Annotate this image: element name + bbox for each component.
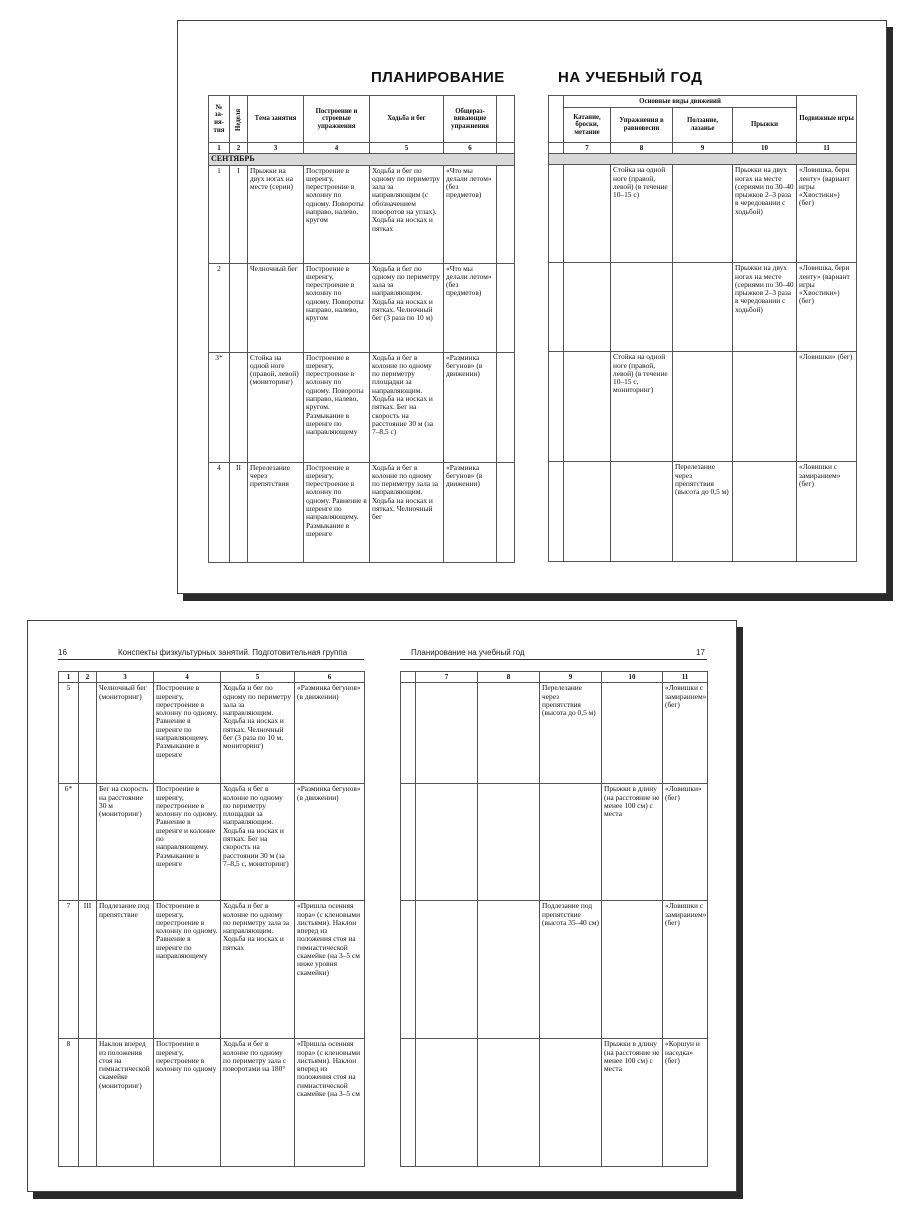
row-c9 — [540, 784, 602, 901]
col-number: 6 — [295, 672, 365, 683]
running-head-right: Планирование на учебный год — [411, 648, 525, 657]
col-header-num: № за- ня- тия — [209, 96, 230, 143]
col-number: 7 — [416, 672, 478, 683]
row-topic: Наклон вперед из положения стоя на гимнастической скамейке (мониторинг) — [97, 1039, 154, 1167]
row-formation: Построение в шеренгу, перестроение в колонну по одному. Равнение в шеренге по направляющему. Размыкание в шеренге — [154, 683, 221, 784]
row-week: I — [230, 165, 248, 263]
row-c7 — [416, 901, 478, 1039]
number-row — [209, 143, 515, 154]
col-header-crawl: Ползание, лазанье — [673, 108, 733, 143]
table-row — [59, 784, 365, 901]
col-header-main-group: Основные виды движений — [564, 96, 797, 108]
row-general: «Пришла осенняя пора» (с кленовыми листьями). Наклон вперед из положения стоя на гимнастической скамейке (на 3–5 см — [295, 1039, 365, 1167]
row-formation: Построение в шеренгу, перестроение в колонну по одному. Равнение в шеренге по направляющему — [154, 901, 221, 1039]
row-c11: «Ловишки с замиранием» (бег) — [663, 683, 708, 784]
top-page-spread — [177, 20, 887, 594]
row-games: «Ловишки с замиранием» (бег) — [797, 462, 857, 562]
row-c10 — [602, 901, 663, 1039]
col-number: 11 — [797, 143, 857, 154]
col-header-formation: Построение и строевые упражнения — [304, 96, 370, 143]
row-jumps — [733, 352, 797, 462]
table-row — [549, 165, 857, 263]
page-number-left: 16 — [58, 648, 67, 657]
row-general: «Разминка бегунов» (в движении) — [444, 462, 497, 562]
row-jumps: Прыжки на двух ногах на месте (сериями по 30–40 прыжков 2–3 раза в чередовании с ходьбой) — [733, 165, 797, 263]
col-header-rolling: Катание, броски, метание — [564, 108, 611, 143]
row-c10 — [602, 683, 663, 784]
row-c8 — [478, 1039, 540, 1167]
row-general: «Разминка бегунов» (в движении) — [295, 683, 365, 784]
row-games: «Ловишка, бери ленту» (вариант игры «Хвостики») (бег) — [797, 263, 857, 352]
col-header-general: Общераз- вивающие упражнения — [444, 96, 497, 143]
row-formation: Построение в шеренгу, перестроение в колонну по одному. Повороты направо, налево, кругом — [304, 263, 370, 352]
col-number: 3 — [97, 672, 154, 683]
section-row — [209, 154, 515, 165]
row-week — [230, 263, 248, 352]
row-week: II — [230, 462, 248, 562]
row-c8 — [478, 683, 540, 784]
col-header-games: Подвижные игры — [797, 96, 857, 143]
col-number: 7 — [564, 143, 611, 154]
col-number: 9 — [673, 143, 733, 154]
row-c11: «Коршун и наседка» (бег) — [663, 1039, 708, 1167]
col-number: 2 — [230, 143, 248, 154]
col-number: 1 — [209, 143, 230, 154]
col-number: 9 — [540, 672, 602, 683]
col-number: 4 — [304, 143, 370, 154]
row-formation: Построение в шеренгу, перестроение в колонну по одному. Повороты направо, налево, кругом — [304, 165, 370, 263]
row-balance: Стойка на одной ноге (правой, левой) (в течение 10–15 с, мониторинг) — [611, 352, 673, 462]
row-c10: Прыжки в длину (на расстояние не менее 100 см) с места — [602, 1039, 663, 1167]
col-number: 5 — [221, 672, 295, 683]
row-rolling — [564, 352, 611, 462]
row-num: 1 — [209, 165, 230, 263]
row-topic: Прыжки на двух ногах на месте (серии) — [248, 165, 304, 263]
number-row — [549, 143, 857, 154]
row-rolling — [564, 165, 611, 263]
header-rule-right — [400, 659, 707, 660]
table-row — [549, 352, 857, 462]
top-left-table — [208, 95, 515, 563]
row-walk: Ходьба и бег в колонне по одному по периметру зала за направляющим. Ходьба на носках и пятках. Челночный бег — [370, 462, 444, 562]
col-number: 10 — [602, 672, 663, 683]
header-row — [209, 96, 515, 143]
col-number: 8 — [611, 143, 673, 154]
row-crawl: Перелезание через препятствия (высота до 0,5 м) — [673, 462, 733, 562]
row-walk: Ходьба и бег по одному по периметру зала за направляющим (с обозначением поворотов на углах). Ходьба на носках и пятках — [370, 165, 444, 263]
row-num: 7 — [59, 901, 79, 1039]
row-num: 2 — [209, 263, 230, 352]
row-topic: Челночный бег — [248, 263, 304, 352]
table-row — [401, 1039, 708, 1167]
bottom-right-table — [400, 671, 708, 1167]
row-num: 3* — [209, 352, 230, 462]
row-general: «Разминка бегунов» (в движении) — [444, 352, 497, 462]
col-number: 1 — [59, 672, 79, 683]
table-row — [401, 784, 708, 901]
row-games: «Ловишки» (бег) — [797, 352, 857, 462]
row-c7 — [416, 784, 478, 901]
row-week — [79, 784, 97, 901]
col-number: 6 — [444, 143, 497, 154]
row-c11: «Ловишки с замиранием» (бег) — [663, 901, 708, 1039]
section-label: СЕНТЯБРЬ — [209, 154, 515, 165]
row-rolling — [564, 462, 611, 562]
row-week — [79, 1039, 97, 1167]
table-row — [209, 352, 515, 462]
row-balance — [611, 263, 673, 352]
row-c11: «Ловишки» (бег) — [663, 784, 708, 901]
table-row — [59, 1039, 365, 1167]
row-c8 — [478, 784, 540, 901]
row-formation: Построение в шеренгу, перестроение в колонну по одному. Равнение в шеренге и колонне по направляющему. Размыкание в шеренге — [154, 784, 221, 901]
number-row — [59, 672, 365, 683]
row-balance: Стойка на одной ноге (правой, левой) (в течение 10–15 с) — [611, 165, 673, 263]
row-c10: Прыжки в длину (на расстояние не менее 100 см) с места — [602, 784, 663, 901]
row-c8 — [478, 901, 540, 1039]
row-formation: Построение в шеренгу, перестроение в колонну по одному. Повороты направо, налево, кругом. Размыкание в шеренге по направляющему — [304, 352, 370, 462]
row-week — [230, 352, 248, 462]
row-general: «Пришла осенняя пора» (с кленовыми листьями). Наклон вперед из положения стоя на гимнастической скамейке (на 3–5 см ниже уровня скамейки) — [295, 901, 365, 1039]
row-crawl — [673, 352, 733, 462]
col-number: 8 — [478, 672, 540, 683]
title-left: ПЛАНИРОВАНИЕ — [371, 69, 505, 86]
table-row — [209, 165, 515, 263]
header-row — [549, 96, 857, 108]
bottom-left-table — [58, 671, 365, 1167]
col-number: 5 — [370, 143, 444, 154]
col-header-jumps: Прыжки — [733, 108, 797, 143]
col-number: 3 — [248, 143, 304, 154]
col-number: 2 — [79, 672, 97, 683]
row-general: «Разминка бегунов» (в движении) — [295, 784, 365, 901]
table-row — [401, 901, 708, 1039]
row-week: III — [79, 901, 97, 1039]
row-formation: Построение в шеренгу, перестроение в колонну по одному. Равнение в шеренге по направляющему. Размыкание в шеренге — [304, 462, 370, 562]
row-topic: Подлезание под препятствие — [97, 901, 154, 1039]
table-row — [59, 683, 365, 784]
table-row — [209, 462, 515, 562]
row-crawl — [673, 165, 733, 263]
title-right: НА УЧЕБНЫЙ ГОД — [558, 69, 703, 86]
row-topic: Перелезание через препятствия — [248, 462, 304, 562]
row-c7 — [416, 1039, 478, 1167]
table-row — [549, 462, 857, 562]
col-number: 11 — [663, 672, 708, 683]
row-rolling — [564, 263, 611, 352]
row-num: 6* — [59, 784, 79, 901]
table-row — [209, 263, 515, 352]
row-general: «Что мы делали летом» (без предметов) — [444, 263, 497, 352]
running-head-left: Конспекты физкультурных занятий. Подготовительная группа — [118, 648, 348, 657]
row-walk: Ходьба и бег в колонне по одному по периметру площадки за направляющим. Ходьба на носках и пятках. Бег на скорость на расстоянии 30 м (за 7–8,5 с, мониторинг) — [221, 784, 295, 901]
row-walk: Ходьба и бег в колонне по одному по периметру площадки за направляющим. Ходьба на носках и пятках. Бег на скорость на расстояние 30 м (за 7–8,5 с) — [370, 352, 444, 462]
top-right-table — [548, 95, 857, 562]
row-jumps — [733, 462, 797, 562]
row-formation: Построение в шеренгу, перестроение в колонну по одному — [154, 1039, 221, 1167]
row-walk: Ходьба и бег в колонне по одному по периметру зала за направляющим. Ходьба на носках и пятках — [221, 901, 295, 1039]
row-crawl — [673, 263, 733, 352]
col-header-blank — [497, 96, 515, 143]
row-topic: Челночный бег (мониторинг) — [97, 683, 154, 784]
header-rule-left — [58, 659, 364, 660]
row-c9: Подлезание под препятствие (высота 35–40 см) — [540, 901, 602, 1039]
bottom-page-spread — [27, 620, 737, 1192]
row-general: «Что мы делали летом» (без предметов) — [444, 165, 497, 263]
row-num: 4 — [209, 462, 230, 562]
col-number: 4 — [154, 672, 221, 683]
row-jumps: Прыжки на двух ногах на месте (сериями по 30–40 прыжков 2–3 раза в чередовании с ходьбой) — [733, 263, 797, 352]
table-row — [549, 263, 857, 352]
col-number: 10 — [733, 143, 797, 154]
section-row — [549, 154, 857, 165]
row-walk: Ходьба и бег в колонне по одному по периметру зала с поворотами на 180° — [221, 1039, 295, 1167]
table-row — [59, 901, 365, 1039]
row-week — [79, 683, 97, 784]
row-walk: Ходьба и бег по одному по периметру зала за направляющим. Ходьба на носках и пятках. Челночный бег (3 раза по 10 м, мониторинг) — [221, 683, 295, 784]
row-balance — [611, 462, 673, 562]
row-num: 5 — [59, 683, 79, 784]
col-header-balance: Упражнения в равновесии — [611, 108, 673, 143]
col-header-topic: Тема занятия — [248, 96, 304, 143]
col-header-walk: Ходьба и бег — [370, 96, 444, 143]
page-number-right: 17 — [696, 648, 705, 657]
row-games: «Ловишка, бери ленту» (вариант игры «Хвостики») (бег) — [797, 165, 857, 263]
table-row — [401, 683, 708, 784]
row-topic: Стойка на одной ноге (правой, левой) (мониторинг) — [248, 352, 304, 462]
row-walk: Ходьба и бег по одному по периметру зала за направляющим. Ходьба на носках и пятках. Челночный бег (3 раза по 10 м) — [370, 263, 444, 352]
row-topic: Бег на скорость на расстояние 30 м (мониторинг) — [97, 784, 154, 901]
row-num: 8 — [59, 1039, 79, 1167]
row-c9 — [540, 1039, 602, 1167]
row-c9: Перелезание через препятствия (высота до 0,5 м) — [540, 683, 602, 784]
number-row — [401, 672, 708, 683]
col-header-week: Неделя — [230, 96, 248, 143]
row-c7 — [416, 683, 478, 784]
